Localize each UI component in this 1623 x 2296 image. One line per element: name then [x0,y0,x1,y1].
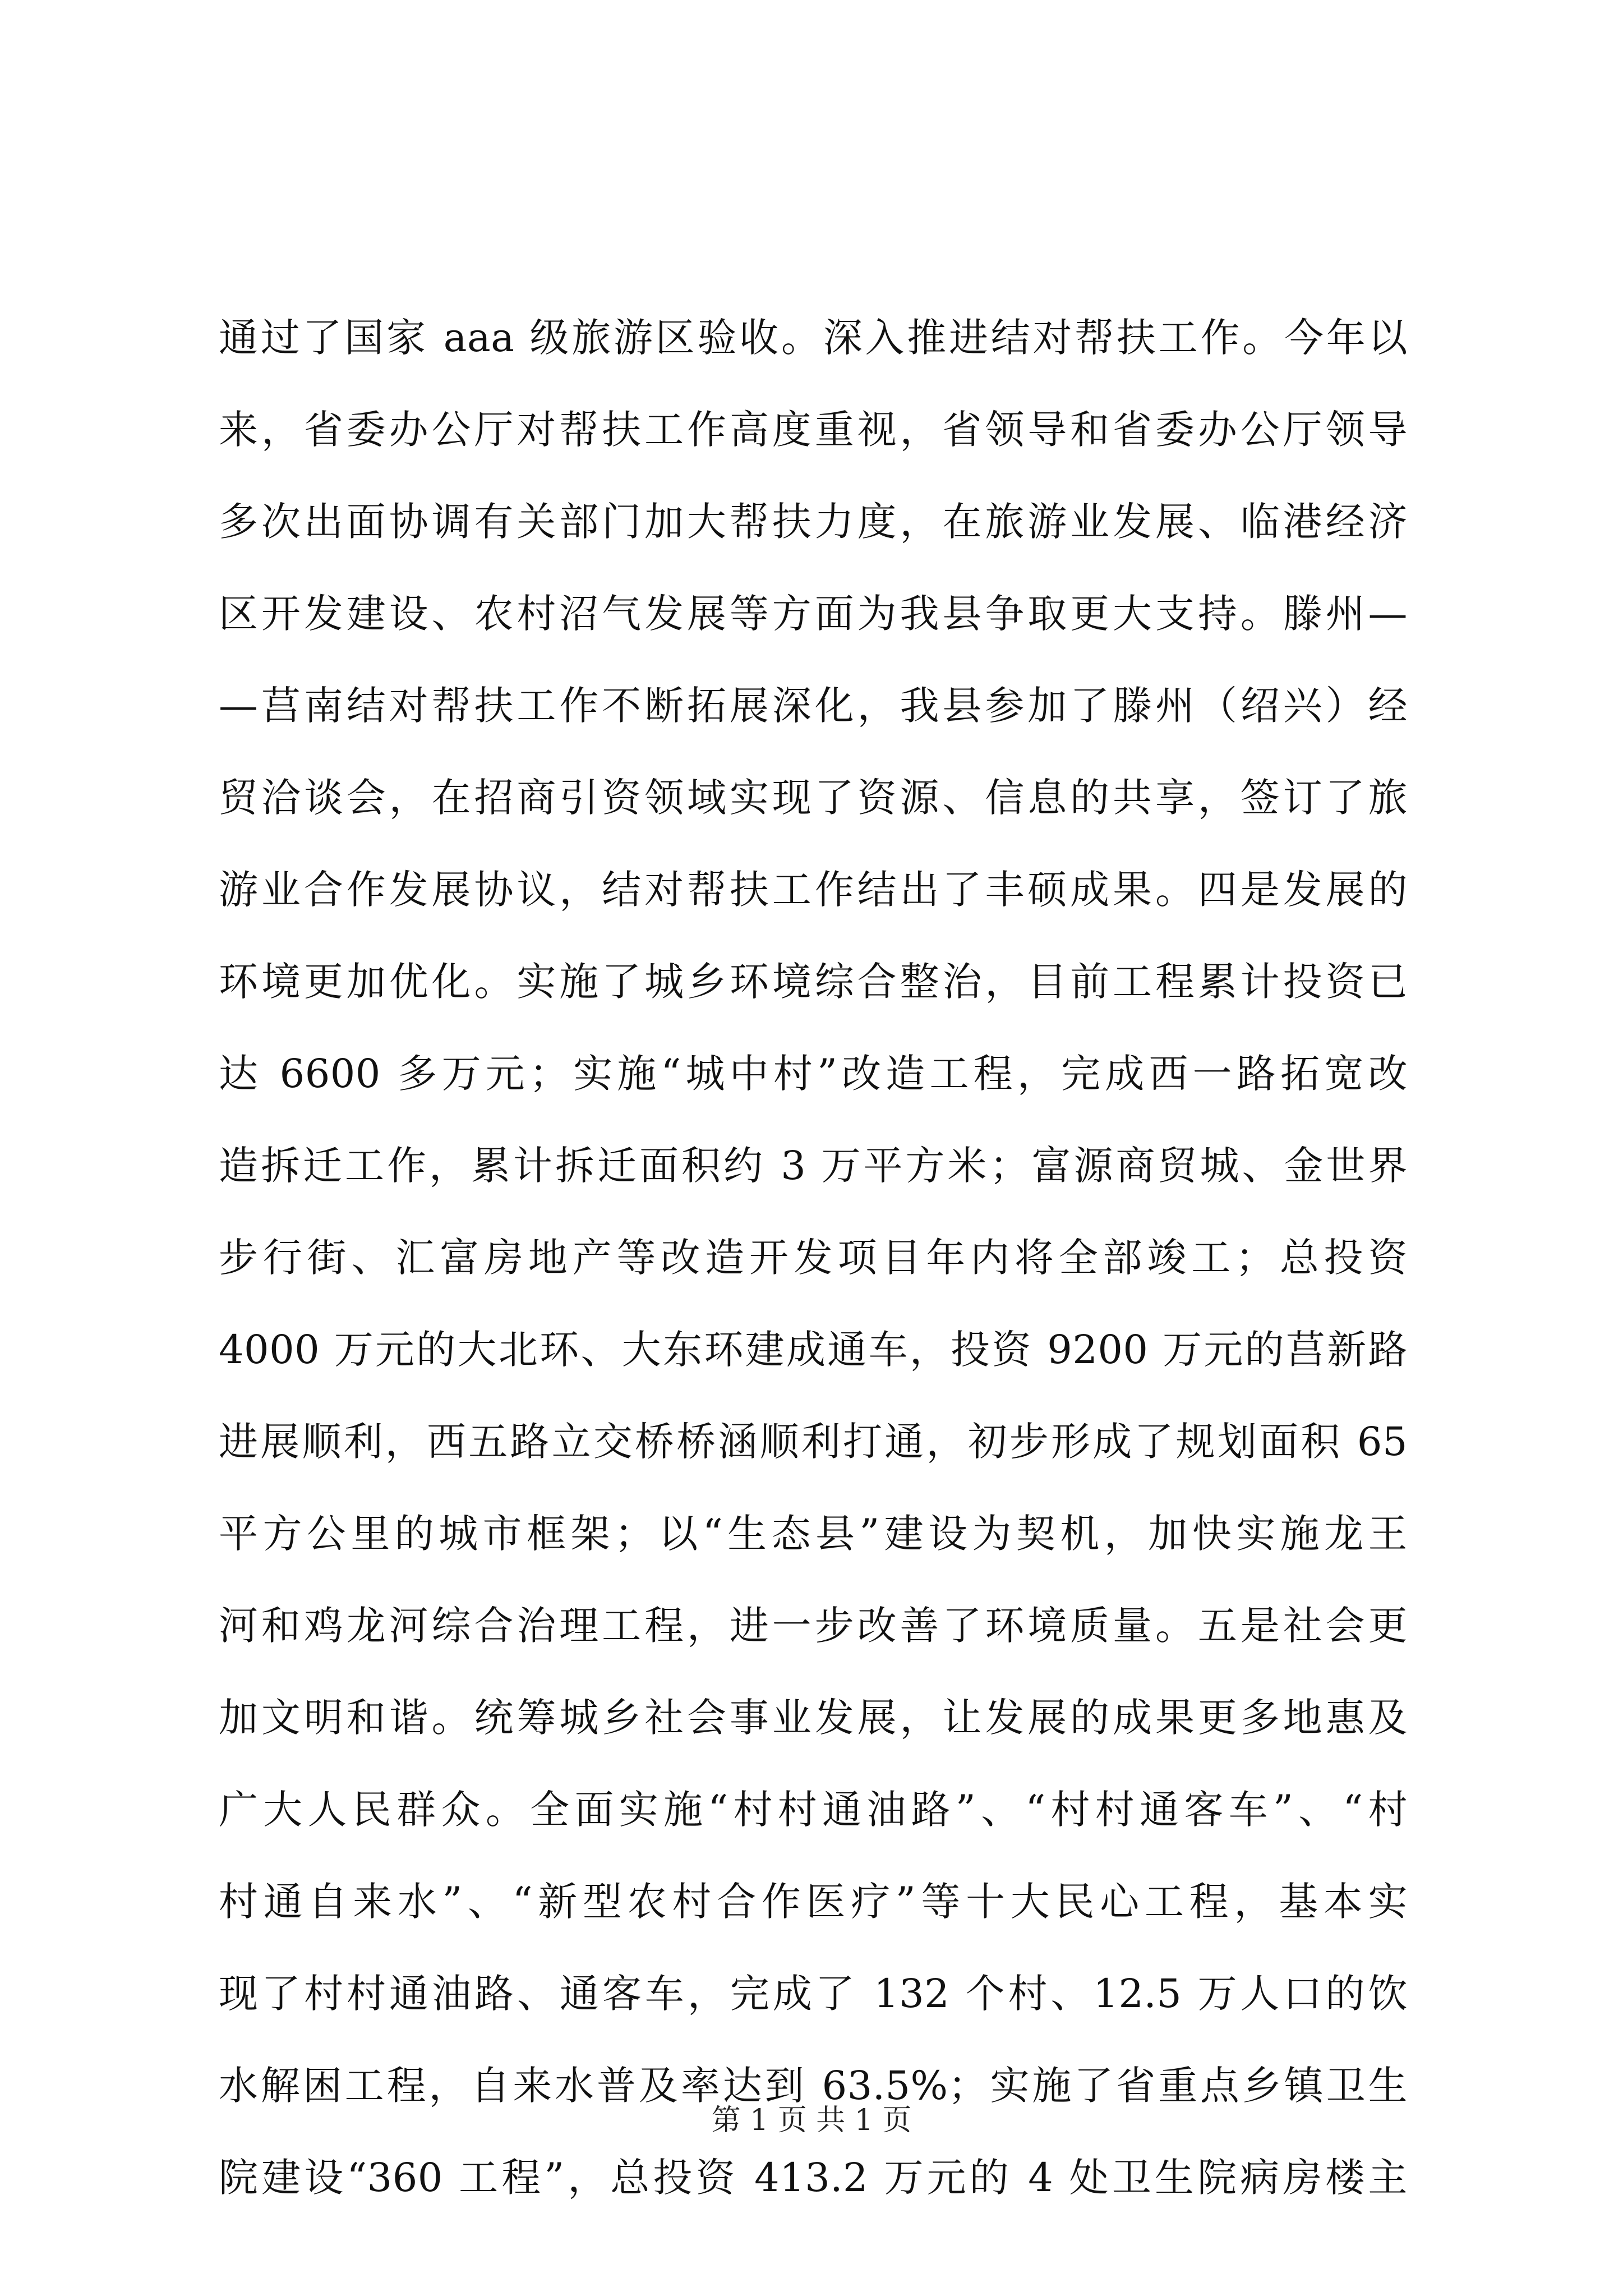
text-line: 村通自来水”、“新型农村合作医疗”等十大民心工程，基本实 [219,1879,1408,1925]
text-line: 通过了国家 aaa 级旅游区验收。深入推进结对帮扶工作。今年以 [219,315,1408,361]
text-line: 加文明和谐。统筹城乡社会事业发展，让发展的成果更多地惠及 [219,1695,1408,1741]
text-line: 达 6600 多万元；实施“城中村”改造工程，完成西一路拓宽改 [219,1051,1408,1097]
text-line: 区开发建设、农村沼气发展等方面为我县争取更大支持。滕州— [219,591,1408,637]
text-line: 水解困工程，自来水普及率达到 63.5%；实施了省重点乡镇卫生 [219,2063,1408,2109]
text-line: 广大人民群众。全面实施“村村通油路”、“村村通客车”、“村 [219,1787,1408,1833]
text-line: 环境更加优化。实施了城乡环境综合整治，目前工程累计投资已 [219,959,1408,1005]
text-line: 步行街、汇富房地产等改造开发项目年内将全部竣工；总投资 [219,1235,1408,1281]
text-line: 4000 万元的大北环、大东环建成通车，投资 9200 万元的莒新路 [219,1327,1408,1373]
text-line: 来，省委办公厅对帮扶工作高度重视，省领导和省委办公厅领导 [219,407,1408,453]
text-line: 现了村村通油路、通客车，完成了 132 个村、12.5 万人口的饮 [219,1971,1408,2017]
text-line: 游业合作发展协议，结对帮扶工作结出了丰硕成果。四是发展的 [219,867,1408,913]
text-line: —莒南结对帮扶工作不断拓展深化，我县参加了滕州（绍兴）经 [219,683,1408,729]
text-line: 造拆迁工作，累计拆迁面积约 3 万平方米；富源商贸城、金世界 [219,1143,1408,1189]
body-text [219,292,1408,2224]
text-line: 河和鸡龙河综合治理工程，进一步改善了环境质量。五是社会更 [219,1603,1408,1649]
text-line: 进展顺利，西五路立交桥桥涵顺利打通，初步形成了规划面积 65 [219,1419,1408,1465]
text-line: 贸洽谈会，在招商引资领域实现了资源、信息的共享，签订了旅 [219,775,1408,821]
text-line: 平方公里的城市框架；以“生态县”建设为契机，加快实施龙王 [219,1511,1408,1557]
page-footer: 第 1 页 共 1 页 [711,2104,912,2137]
text-line: 多次出面协调有关部门加大帮扶力度，在旅游业发展、临港经济 [219,499,1408,545]
text-line: 院建设“360 工程”，总投资 413.2 万元的 4 处卫生院病房楼主 [219,2155,1408,2201]
